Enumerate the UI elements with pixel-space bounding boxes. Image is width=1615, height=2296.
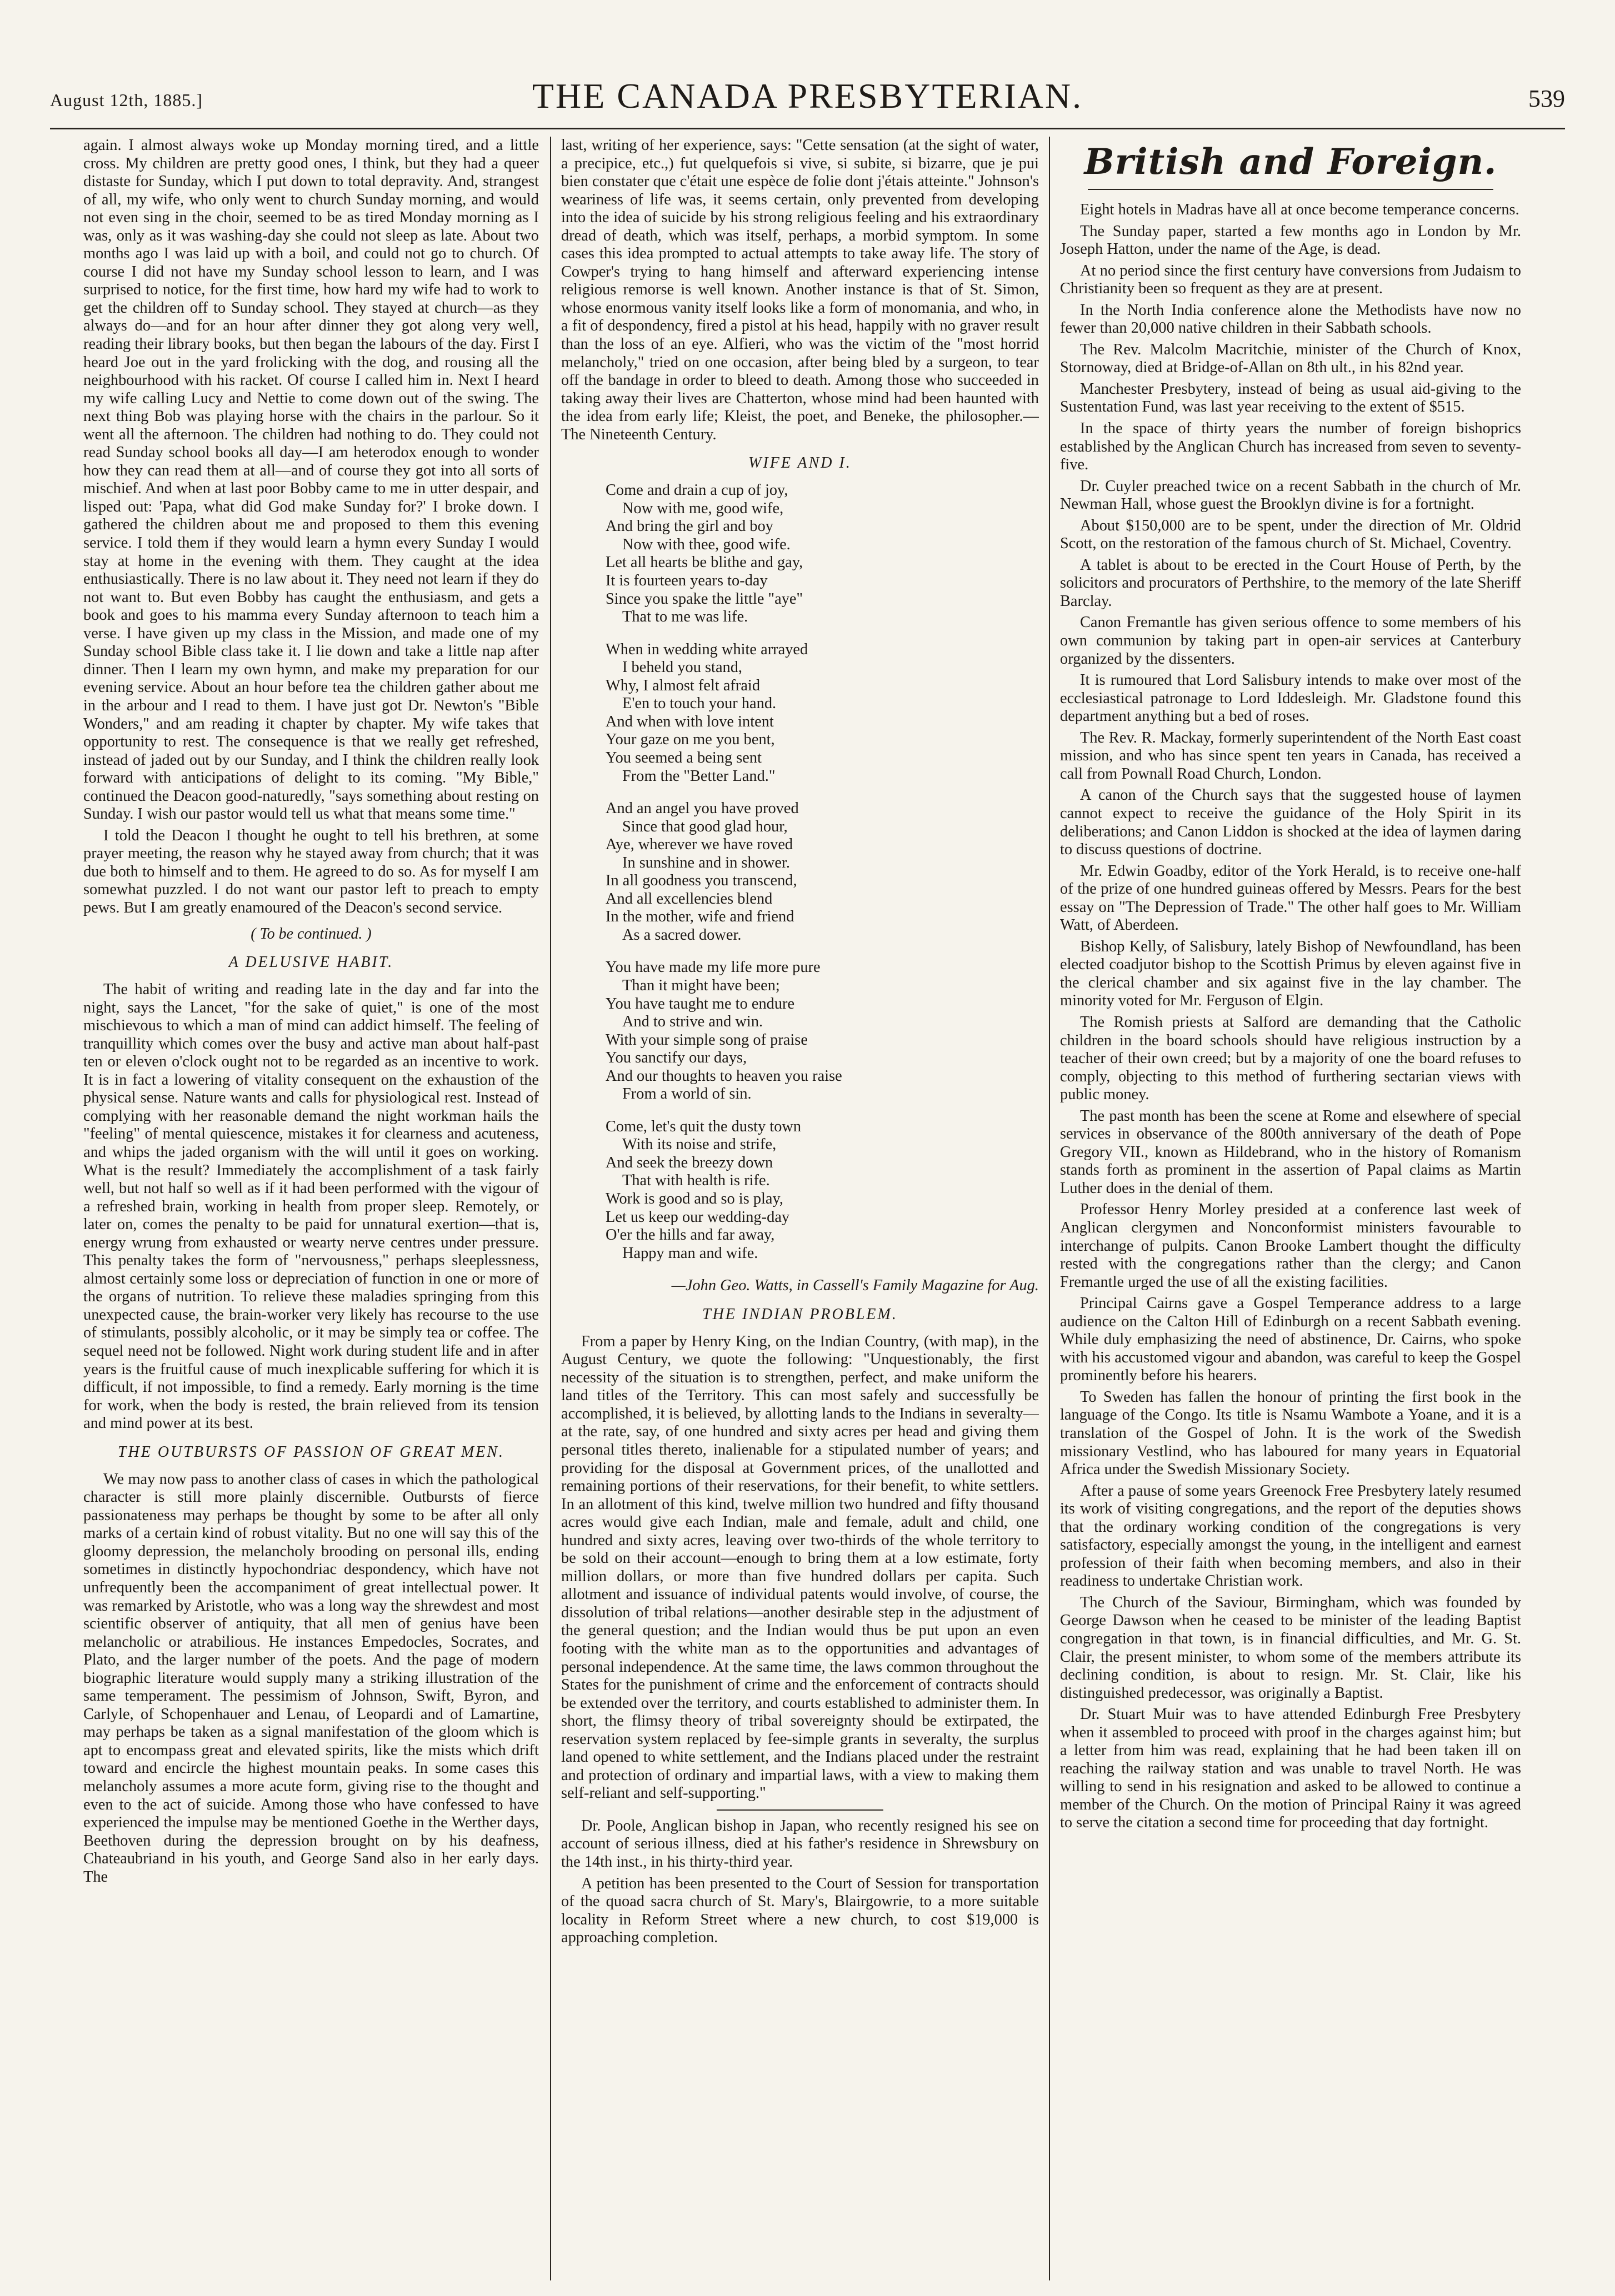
poem-line: From the "Better Land." (622, 767, 776, 785)
news-item: Dr. Cuyler preached twice on a recent Sabbath in the church of Mr. Newman Hall, whose guest the Brooklyn divine is for a fortnight. (1060, 477, 1521, 513)
poem-line: Since you spake the little "aye" (606, 590, 803, 608)
news-item: A canon of the Church says that the suggested house of laymen cannot expect to receive the guidance of the Holy Spirit in its deliberations; and Canon Liddon is shocked at the idea of laymen daring to discuss questions of doctrine. (1060, 786, 1521, 859)
news-item: Principal Cairns gave a Gospel Temperance address to a large audience on the Calton Hill of Edinburgh on a recent Sabbath evening. While duly emphasizing the need of abstinence, Dr. Cairns, who spoke with his accustomed vigour and abandon, was careful to keep the Gospel prominently before his hearers. (1060, 1295, 1521, 1385)
poem-line: In all goodness you transcend, (606, 872, 797, 890)
poem-line: And bring the girl and boy (606, 518, 773, 535)
news-item: Bishop Kelly, of Salisbury, lately Bishop of Newfoundland, has been elected coadjutor bishop to the Scottish Primus by eleven against five in the clerical chamber and six against five in the lay chamber. The minority voted for Mr. Ferguson of Elgin. (1060, 938, 1521, 1010)
news-item: After a pause of some years Greenock Free Presbytery lately resumed its work of visiting congregations, and the report of the deputies shows that the ordinary working condition of the congregations is very satisfactory, especially amongst the young, in the intelligent and earnest profession of their faith when becoming members, and also in their readiness to undertake Christian work. (1060, 1482, 1521, 1590)
issue-date: August 12th, 1885.] (50, 90, 203, 110)
news-item: To Sweden has fallen the honour of printing the first book in the language of the Congo. Its title is Nsamu Wambote a Yoane, and it is a translation of the Gospel of John. It is the work of the Swedish missionary Vestlind, who has laboured for many years in Equatorial Africa under the Swedish Missionary Society. (1060, 1388, 1521, 1478)
poem-line: It is fourteen years to-day (606, 572, 768, 590)
news-item: In the North India conference alone the Methodists have now no fewer than 20,000 native children in their Sabbath schools. (1060, 301, 1521, 337)
column-rule-2 (1049, 137, 1050, 2280)
poem-line: You seemed a being sent (606, 749, 762, 766)
poem-line: I beheld you stand, (622, 659, 743, 676)
section-divider (717, 1809, 883, 1811)
poem-line: And to strive and win. (622, 1013, 763, 1031)
poem-line: Why, I almost felt afraid (606, 676, 761, 694)
header-rule (50, 128, 1565, 129)
poem-line: You have made my life more pure (606, 959, 821, 976)
poem-line: That with health is rife. (622, 1172, 770, 1190)
poem-stanza (606, 482, 1039, 626)
poem-stanza (606, 959, 1039, 1103)
news-item: The past month has been the scene at Rome and elsewhere of special services in observance of the 800th anniversary of the death of Pope Gregory VII., known as Hildebrand, who in the history of Romanism stands forth as prominent in the assertion of Papal claims as Martin Luther does in the denial of them. (1060, 1107, 1521, 1197)
news-item: Eight hotels in Madras have all at once become temperance concerns. (1080, 201, 1519, 218)
poem-line: O'er the hills and far away, (606, 1226, 775, 1244)
poem-line: In the mother, wife and friend (606, 908, 794, 926)
poem-line: As a sacred dower. (622, 926, 742, 944)
news-item: A tablet is about to be erected in the Court House of Perth, by the solicitors and procurators of Perthshire, to the memory of the late Sheriff Barclay. (1060, 556, 1521, 610)
poem-line: E'en to touch your hand. (622, 695, 777, 713)
outbursts-heading: THE OUTBURSTS OF PASSION OF GREAT MEN. (117, 1443, 505, 1461)
poem-line: When in wedding white arrayed (606, 640, 808, 658)
news-item: In the space of thirty years the number of foreign bishoprics established by the Anglican Church has increased from seven to seventy-five. (1060, 420, 1521, 474)
column-3 (1060, 137, 1521, 2280)
poem-line: Come and drain a cup of joy, (606, 482, 788, 499)
poem-line: And when with love intent (606, 713, 774, 730)
news-item: Canon Fremantle has given serious offence to some members of his own communion by taking part in open-air services at Canterbury organized by the dissenters. (1060, 614, 1521, 668)
poem-line: From a world of sin. (622, 1085, 752, 1103)
news-item: Mr. Edwin Goadby, editor of the York Herald, is to receive one-half of the prize of one hundred guineas offered by Messrs. Pears for the best essay on "The Depression of Trade." The other half goes to Mr. William Watt, of Aberdeen. (1060, 862, 1521, 934)
masthead (50, 76, 1565, 123)
poem-line: With your simple song of praise (606, 1031, 808, 1049)
poem-line: You have taught me to endure (606, 995, 795, 1012)
poem-line: And our thoughts to heaven you raise (606, 1067, 842, 1085)
heading-rule (1088, 189, 1493, 190)
news-item: Dr. Stuart Muir was to have attended Edinburgh Free Presbytery when it assembled to proceed with proof in the charges against him; but a letter from him was read, explaining that he had been taken ill on reaching the railway station and was unable to travel North. He was willing to send in his resignation and asked to be allowed to continue a member of the Church. On the motion of Principal Rainy it was agreed to serve the citation a second time for proceeding that day fortnight. (1060, 1706, 1521, 1832)
poem-line: Since that good glad hour, (622, 818, 788, 835)
to-be-continued-note: ( To be continued. ) (251, 925, 372, 943)
poem-line: Come, let's quit the dusty town (606, 1117, 802, 1135)
article-paragraph: From a paper by Henry King, on the Indian Country, (with map), in the August Century, we quote the following: "Unquestionably, the first necessity of the situation is to strengthen, perfect, and make uniform the land titles of the Territory. This can most safely and successfully be accomplished, it is believed, by allotting lands to the Indians in severalty—at the rate, say, of one hundred and sixty acres per head and giving them personal titles thereto, inalienable for a stipulated number of years; and providing for the disposal at Government prices, of the unallotted and remaining portions of their reservations, for their benefit, to white settlers. In an allotment of this kind, twelve million two hundred and fifty thousand acres would give each Indian, male and female, adult and child, one hundred and sixty acres, leaving over two-thirds of the whole territory to be sold on their account—enough to bring them at a low estimate, forty million dollars, or more than five hundred dollars per capita. Such allotment and issuance of individual patents would involve, of course, the dissolution of tribal relations—another desirable step in the adjustment of the general question; and the Indian would thus be put upon an even footing with the white man as to the opportunities and advantages of personal independence. At the same time, the laws common throughout the States for the punishment of crime and the enforcement of contracts should be extended over the territory, and courts established to administer them. In short, the flimsy theory of tribal sovereignty should be extirpated, the reservation system replaced by fee-simple grants in severalty, the surplus land opened to white settlement, and the Indians placed under the restraint and protection of ordinary and impartial laws, with a view to making them self-reliant and self-supporting." (561, 1332, 1039, 1802)
news-item: The Church of the Saviour, Birmingham, which was founded by George Dawson when he ceased to be minister of the leading Baptist congregation in that town, is in financial difficulties, and Mr. G. St. Clair, the present minister, to whom some of the members attribute its declining condition, is about to resign. Mr. St. Clair, like his distinguished predecessor, was originally a Baptist. (1060, 1593, 1521, 1702)
news-item: It is rumoured that Lord Salisbury intends to make over most of the ecclesiastical patronage to Lord Iddesleigh. Mr. Gladstone found this department anything but a bed of roses. (1060, 671, 1521, 725)
article-paragraph: again. I almost always woke up Monday morning tired, and a little cross. My children are pretty good ones, I think, but they had a queer distaste for Sunday, which I put down to total depravity. And, strangest of all, my wife, who only went to church Sunday morning, and would not even sing in the choir, seemed to be as tired Monday morning as I was, only as it was washing-day she could not sleep as late. About two months ago I was laid up with a boil, and could not go to church. Of course I did not have my Sunday school lesson to learn, and I was surprised to notice, for the first time, how hard my wife had to work to get the children off to Sunday school. They stayed at church—as they always do—and for an hour after dinner they got along very well, reading their library books, but then began the labours of the day. First I heard Joe out in the yard frolicking with the dog, and rousing all the neighbourhood with his racket. Of course I called him in. Next I heard my wife calling Lucy and Nettie to come down out of the swing. The next thing Bob was playing horse with the chairs in the parlour. So it went all the afternoon. The children had nothing to do. They could not read Sunday school books all day—I am heterodox enough to wonder how they can read them at all—and of course they got into all sorts of mischief. And when at last poor Bobby came to me in utter despair, and lisped out: 'Papa, what did God make Sunday for?' I broke down. I gathered the children about me and proposed to them this evening service. I told them if they would learn a hymn every Sunday I would stay at home in the evening with them. They caught at the idea enthusiastically. There is no law about it. They need not learn if they do not want to. But even Bobby has caught the enthusiasm, and gets a book and goes to his mamma every Sunday afternoon to teach him a verse. I have given up my class in the Mission, and made one of my Sunday school Bible class take it. I lie down and take a little nap after dinner. Then I learn my own hymn, and make my preparation for our evening service. About an hour before tea the children gather about me in the arbour and I read to them. I have just got Dr. Newton's "Bible Wonders," and am reading it chapter by chapter. My wife takes that opportunity to rest. The consequence is that we really get refreshed, instead of jaded out by our Sunday, and I think the children really look forward with anticipations of delight to its coming. "My Bible," continued the Deacon good-naturedly, "says something about resting on Sunday. I wish our pastor would tell us what that means some time." (83, 137, 539, 823)
poem-line: Let us keep our wedding-day (606, 1208, 790, 1226)
poem-line: Happy man and wife. (622, 1244, 758, 1262)
page-number: 539 (1528, 85, 1565, 112)
news-item: The Rev. R. Mackay, formerly superintendent of the North East coast mission, and who has since spent ten years in Canada, has received a call from Pownall Road Church, London. (1060, 729, 1521, 783)
news-item: Manchester Presbytery, instead of being as usual aid-giving to the Sustentation Fund, was last year receiving to the extent of $515. (1060, 380, 1521, 416)
news-item: Professor Henry Morley presided at a conference last week of Anglican clergymen and Nonconformist ministers favourable to interchange of pulpits. Canon Brooke Lambert thought the difficulty rested with the congregations rather than the clergy; and Canon Fremantle urged the use of all the existing facilities. (1060, 1201, 1521, 1291)
news-item: About $150,000 are to be spent, under the direction of Mr. Oldrid Scott, on the restoration of the famous church of St. Michael, Coventry. (1060, 517, 1521, 553)
poem-line: With its noise and strife, (622, 1136, 777, 1154)
poem-line: Than it might have been; (622, 976, 780, 994)
indian-problem-heading: THE INDIAN PROBLEM. (702, 1305, 898, 1323)
column-1 (83, 137, 539, 2280)
poem-line: Aye, wherever we have roved (606, 836, 793, 854)
news-item: A petition has been presented to the Court of Session for transportation of the quoad sacra church of St. Mary's, Blairgowrie, to a more suitable locality in Reform Street where a new church, to cost $19,000 is approaching completion. (561, 1874, 1039, 1947)
poem-line: Your gaze on me you bent, (606, 731, 775, 749)
poem-line: Let all hearts be blithe and gay, (606, 554, 803, 572)
column-rule-1 (550, 137, 551, 2280)
british-and-foreign-heading: British and Foreign. (1084, 141, 1497, 183)
poem-line: You sanctify our days, (606, 1049, 747, 1067)
news-item: The Sunday paper, started a few months ago in London by Mr. Joseph Hatton, under the name of the Age, is dead. (1060, 222, 1521, 258)
poem-line: Work is good and so is play, (606, 1190, 783, 1207)
column-2 (561, 137, 1039, 2280)
news-item: The Romish priests at Salford are demanding that the Catholic children in the board schools should have religious instruction by a teacher of their own creed; but by a majority of one the board refuses to comply, objecting to this method of furthering sectarian views with public money. (1060, 1013, 1521, 1104)
news-item: At no period since the first century have conversions from Judaism to Christianity been so frequent as they are at present. (1060, 262, 1521, 298)
poem-stanza (606, 641, 1039, 785)
article-paragraph: last, writing of her experience, says: "Cette sensation (at the sight of water, a precipice, etc.,) fut quelquefois si vive, si subite, si bizarre, que je pui bien constater que c'était une espèce de folie dont j'étais atteinte." Johnson's weariness of life was, it seems certain, only prevented from developing into the idea of suicide by his strong religious feeling and his extraordinary dread of death, which was itself, perhaps, a morbid symptom. In some cases this idea prompted to actual attempts to take away life. The story of Cowper's trying to hang himself and afterward experiencing intense religious remorse is well known. Another instance is that of St. Simon, whose enormous vanity itself looks like a form of monomania, and who, in a fit of despondency, fired a pistol at his head, happily with no graver result than the loss of an eye. Alfieri, who was the victim of the "most horrid melancholy," tried on one occasion, after being bled by a surgeon, to tear off the bandage in order to bleed to death. Among those who succeeded in taking away their lives are Chatterton, whose mind had been haunted with the idea from early life; Kleist, the poet, and Beneke, the philosopher.—The Nineteenth Century. (561, 137, 1039, 443)
poem-line: And seek the breezy down (606, 1154, 773, 1171)
poem-heading: WIFE AND I. (748, 454, 852, 472)
news-items-list (1060, 201, 1521, 1832)
poem-attribution: —John Geo. Watts, in Cassell's Family Magazine for Aug. (671, 1277, 1039, 1295)
poem-line: That to me was life. (622, 608, 748, 626)
poem-line: And all excellencies blend (606, 890, 773, 908)
poem-line: In sunshine and in shower. (622, 854, 791, 871)
publication-title: THE CANADA PRESBYTERIAN. (532, 76, 1083, 116)
news-item: The Rev. Malcolm Macritchie, minister of the Church of Knox, Stornoway, died at Bridge-of-Allan on 8th ult., in his 82nd year. (1060, 340, 1521, 377)
article-paragraph: We may now pass to another class of cases in which the pathological character is still more plainly discernible. Outbursts of fierce passionateness may perhaps be thought by some to be after all only marks of a certain kind of robust vitality. But no one will say this of the gloomy depression, the melancholy brooding on personal ills, ending sometimes in distinctly hypochondriac despondency, which have not unfrequently been the accompaniment of great intellectual power. It was remarked by Aristotle, who was a long way the shrewdest and most scientific observer of antiquity, that all men of genius have been melancholic or atrabilious. He instances Empedocles, Socrates, and Plato, and the larger number of the poets. And the page of modern biographic literature would supply many a striking illustration of the same temperament. The pessimism of Johnson, Swift, Byron, and Carlyle, of Schopenhauer and Lenau, of Leopardi and of Lamartine, may perhaps be taken as a signal manifestation of the gloom which is apt to encompass great and elevated spirits, like the mists which drift toward and encircle the highest mountain peaks. In some cases this melancholy assumes a more acute form, giving rise to the thought and even to the act of suicide. Among those who have confessed to have experienced the impulse may be mentioned Goethe in the Werther days, Beethoven during the depression brought on by his deafness, Chateaubriand in his youth, and George Sand also in her early days. The (83, 1470, 539, 1886)
poem-stanza (606, 800, 1039, 944)
poem-line: Now with me, good wife, (622, 499, 784, 517)
news-item: Dr. Poole, Anglican bishop in Japan, who recently resigned his see on account of serious illness, died at his father's residence in Shrewsbury on the 14th inst., in his thirty-third year. (561, 1817, 1039, 1871)
poem-line: Now with thee, good wife. (622, 535, 791, 553)
poem-wife-and-i (561, 482, 1039, 1262)
article-paragraph: I told the Deacon I thought he ought to tell his brethren, at some prayer meeting, the reason why he stayed away from church; that it was due both to himself and to them. He agreed to do so. As for myself I am somewhat puzzled. I do not want our pastor left to preach to empty pews. But I am greatly enamoured of the Deacon's second service. (83, 826, 539, 916)
article-paragraph: The habit of writing and reading late in the day and far into the night, says the Lancet, "for the sake of quiet," is one of the most mischievous to which a man of mind can addict himself. The feeling of tranquillity which comes over the busy and active man about half-past ten or eleven o'clock ought not to be regarded as an incentive to work. It is in fact a lowering of vitality consequent on the exhaustion of the physical sense. Nature wants and calls for physiological rest. Instead of complying with her reasonable demand the night workman hails the "feeling" of mental quiescence, mistakes it for clearness and acuteness, and whips the jaded organism with the will until it goes on working. What is the result? Immediately the accomplishment of a task fairly well, but not half so well as if it had been performed with the vigour of a refreshed brain, working in health from proper sleep. Remotely, or later on, comes the penalty to be paid for unnatural exertion—that is, energy wrung from exhausted or wearty nerve centres under pressure. This penalty takes the form of "nervousness," perhaps sleeplessness, almost certainly some loss or depreciation of function in one or more of the organs of nutrition. To relieve these maladies springing from this unexpected cause, the brain-worker very likely has recourse to the use of stimulants, possibly alcoholic, or it may be simply tea or coffee. The sequel need not be followed. Night work during student life and in after years is the fruitful cause of much inexplicable suffering for which it is difficult, if not impossible, to find a remedy. Early morning is the time for work, when the body is rested, the brain relieved from its tension and mind power at its best. (83, 981, 539, 1432)
continued-article (83, 137, 539, 918)
delusive-habit-heading: A DELUSIVE HABIT. (228, 954, 394, 971)
poem-stanza (606, 1118, 1039, 1262)
poem-line: And an angel you have proved (606, 800, 799, 818)
